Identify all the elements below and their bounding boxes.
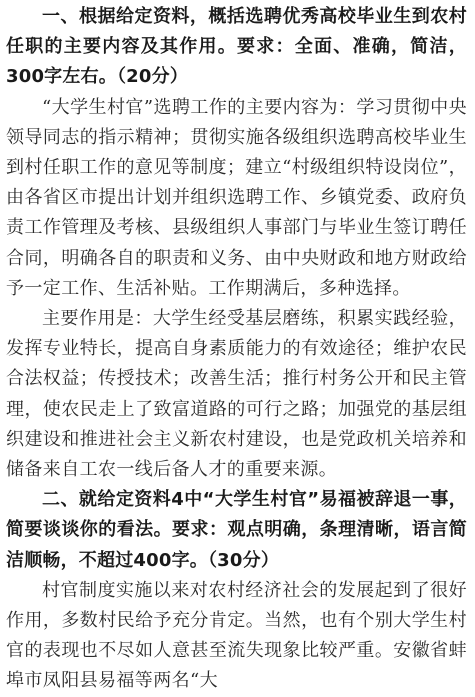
answer-2-paragraph-1: 村官制度实施以来对农村经济社会的发展起到了很好作用，多数村民给予充分肯定。当然，也有个别大学生村官的表现也不尽如人意甚至流失现象比较严重。安徽省蚌埠市凤阳县易福等两名“大 — [6, 579, 467, 692]
question-2-prompt: 二、就给定资料4中“大学生村官”易福被辞退一事，简要谈谈你的看法。要求：观点明确，条理清晰，语言简洁顺畅，不超过400字。（30分） — [6, 489, 467, 571]
answer-1-paragraph-2: 主要作用是：大学生经受基层磨练，积累实践经验，发挥专业特长，提高自身素质能力的有效途径；维护农民合法权益；传授技术；改善生活；推行村务公开和民主管理，使农民走上了致富道路的可行之路；加强党的基层组织建设和推进社会主义新农村建设，也是党政机关培养和储备来自工农一线后备人才的重要来源。 — [6, 308, 467, 481]
question-1-prompt: 一、根据给定资料，概括选聘优秀高校毕业生到农村任职的主要内容及其作用。要求：全面、准确，简洁，300字左右。（20分） — [6, 6, 467, 88]
answer-1-paragraph-1: “大学生村官”选聘工作的主要内容为：学习贯彻中央领导同志的指示精神；贯彻实施各级组织选聘高校毕业生到村任职工作的意见等制度；建立“村级组织特设岗位”，由各省区市提出计划并组织选聘工作、乡镇党委、政府负责工作管理及考核、县级组织人事部门与毕业生签订聘任合同，明确各自的职责和义务、由中央财政和地方财政给予一定工作、生活补贴。工作期满后，多种选择。 — [6, 96, 467, 299]
